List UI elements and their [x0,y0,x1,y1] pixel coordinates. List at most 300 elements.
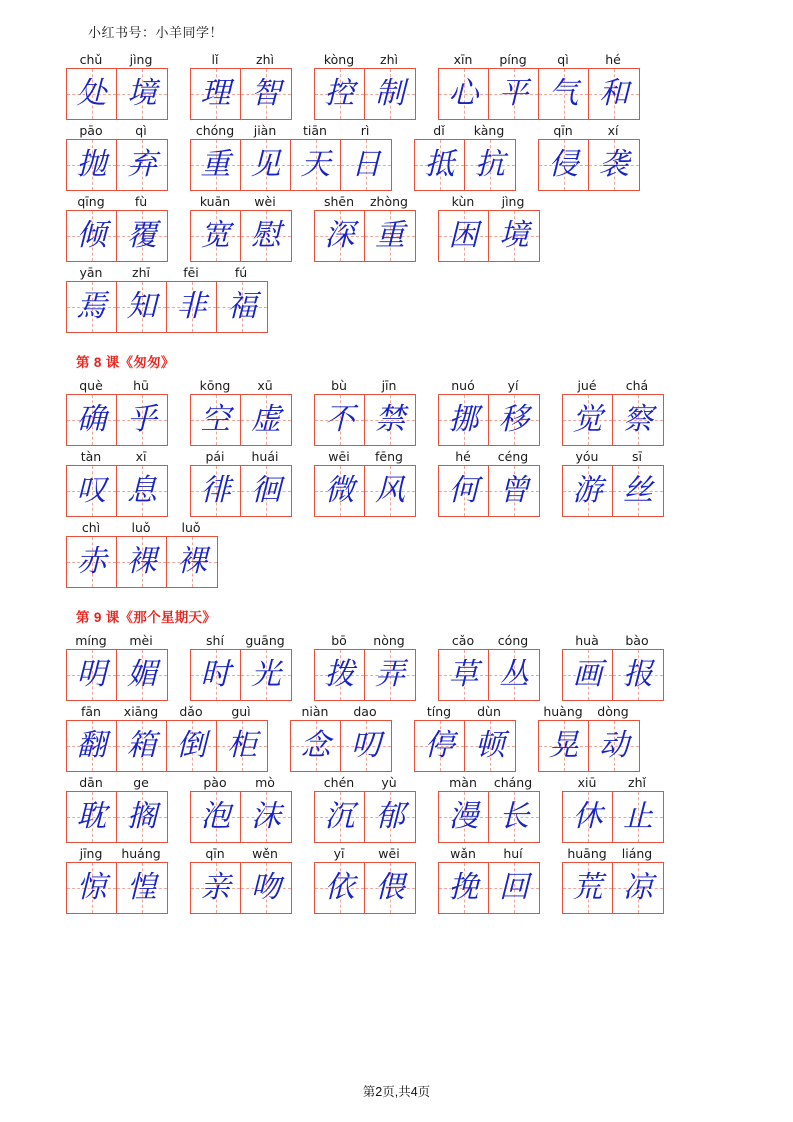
pinyin-label: yí [507,378,519,393]
character-glyph: 曾 [499,473,529,508]
pinyin-label: dao [353,704,377,719]
character-cell [365,792,415,842]
character-cell [539,721,589,771]
pinyin-row [66,703,268,720]
pinyin-label: qīng [77,194,105,209]
word-group [314,377,416,446]
character-cell [117,466,167,516]
word-row [66,193,793,262]
pinyin-label: nuó [451,378,475,393]
pinyin-row [562,448,664,465]
character-cell [167,537,217,587]
character-glyph: 抛 [76,147,107,182]
pinyin-label: fēng [375,449,403,464]
character-glyph: 和 [599,76,629,111]
word-group [438,377,540,446]
pinyin-label: fēi [183,265,199,280]
character-cell [191,466,241,516]
character-glyph: 光 [251,657,281,692]
pinyin-label: míng [75,633,107,648]
character-grid [66,720,268,772]
character-cell [563,650,613,700]
pinyin-label: tàn [80,449,102,464]
character-cell [67,650,117,700]
character-glyph: 惶 [127,870,157,905]
character-cell [291,721,341,771]
pinyin-row [438,845,540,862]
character-grid [314,791,416,843]
pinyin-label: tíng [426,704,452,719]
pinyin-label: bō [331,633,347,648]
pinyin-label: chén [323,775,355,790]
pinyin-label: kùn [451,194,475,209]
character-glyph: 荒 [572,870,603,905]
character-cell [241,69,291,119]
character-glyph: 明 [76,657,107,692]
character-grid [190,139,392,191]
character-grid [66,862,168,914]
word-row [66,632,793,701]
character-cell [117,863,167,913]
word-group [190,51,292,120]
character-grid [66,210,168,262]
lesson-block [66,51,793,333]
pinyin-label: yóu [575,449,599,464]
character-glyph: 依 [324,870,355,905]
pinyin-row [190,448,292,465]
word-group [190,448,292,517]
character-cell [365,650,415,700]
pinyin-label: lǐ [211,52,219,67]
pinyin-label: fù [134,194,148,209]
pinyin-label: jìng [129,52,153,67]
character-cell [241,140,291,190]
character-glyph: 处 [76,76,107,111]
character-cell [167,721,217,771]
character-glyph: 覆 [127,218,157,253]
character-glyph: 察 [623,402,653,437]
word-group [66,703,268,772]
character-glyph: 确 [76,402,107,437]
pinyin-row [414,122,516,139]
pinyin-label: xí [607,123,619,138]
character-cell [117,537,167,587]
character-cell [191,395,241,445]
character-cell [67,792,117,842]
word-row [66,448,793,517]
pinyin-row [414,703,516,720]
word-group [438,193,540,262]
character-glyph: 倒 [176,728,207,763]
character-cell [67,863,117,913]
character-cell [341,140,391,190]
pinyin-row [190,377,292,394]
character-grid [414,139,516,191]
pinyin-label: kòng [323,52,355,67]
word-group [190,122,392,191]
character-glyph: 耽 [76,799,107,834]
character-glyph: 丛 [499,657,529,692]
pinyin-label: qì [557,52,569,67]
pinyin-label: hé [605,52,621,67]
pinyin-label: wǎn [450,846,476,861]
character-cell [117,211,167,261]
pinyin-row [314,193,416,210]
character-grid [438,862,540,914]
pinyin-row [190,51,292,68]
word-group [314,51,416,120]
pinyin-label: huà [575,633,599,648]
character-glyph: 草 [448,657,479,692]
word-group [414,703,516,772]
character-glyph: 顿 [475,728,505,763]
word-group [190,774,292,843]
character-grid [438,465,540,517]
character-cell [613,395,663,445]
pinyin-label: xiāng [123,704,159,719]
character-grid [562,465,664,517]
character-cell [489,395,539,445]
character-cell [241,650,291,700]
pinyin-label: rì [360,123,370,138]
character-cell [415,721,465,771]
character-cell [315,792,365,842]
word-group [66,519,218,588]
pinyin-label: chóng [195,123,235,138]
character-glyph: 困 [448,218,479,253]
word-row [66,774,793,843]
character-cell [117,282,167,332]
character-cell [563,792,613,842]
character-cell [563,395,613,445]
pinyin-label: mò [255,775,275,790]
character-glyph: 不 [324,402,355,437]
pinyin-label: xīn [453,52,473,67]
character-glyph: 抵 [424,147,455,182]
pinyin-label: què [79,378,103,393]
pinyin-label: huāng [567,846,607,861]
word-group [562,377,664,446]
character-glyph: 智 [251,76,281,111]
character-cell [117,395,167,445]
character-glyph: 平 [498,76,529,111]
character-glyph: 叹 [76,473,107,508]
pinyin-row [190,774,292,791]
character-glyph: 重 [200,147,231,182]
pinyin-label: xī [135,449,147,464]
pinyin-label: chǔ [79,52,103,67]
character-glyph: 倾 [76,218,107,253]
pinyin-label: dùn [477,704,501,719]
lesson-block [66,351,793,588]
character-cell [191,211,241,261]
character-glyph: 时 [200,657,231,692]
character-cell [439,466,489,516]
pinyin-row [190,122,392,139]
pinyin-label: jìng [501,194,525,209]
character-glyph: 福 [227,289,257,324]
character-cell [315,211,365,261]
pinyin-row [66,448,168,465]
page-footer-label: 第2页,共4页 [362,1085,431,1099]
pinyin-row [438,632,540,649]
pinyin-label: guì [231,704,251,719]
pinyin-label: pái [205,449,225,464]
character-glyph: 弃 [127,147,157,182]
pinyin-label: zhì [256,52,274,67]
character-glyph: 沫 [251,799,281,834]
word-group [438,632,540,701]
character-glyph: 徊 [251,473,281,508]
character-cell [117,140,167,190]
word-group [562,632,664,701]
character-glyph: 挽 [448,870,479,905]
pinyin-row [438,448,540,465]
pinyin-label: màn [449,775,477,790]
pinyin-row [314,774,416,791]
word-row [66,377,793,446]
pinyin-row [66,519,218,536]
character-glyph: 乎 [127,402,157,437]
pinyin-label: jué [577,378,597,393]
character-glyph: 心 [448,76,479,111]
character-glyph: 长 [499,799,529,834]
pinyin-label: zhī [132,265,150,280]
pinyin-row [314,448,416,465]
character-cell [117,650,167,700]
pinyin-label: bào [625,633,649,648]
character-grid [562,649,664,701]
character-glyph: 控 [324,76,355,111]
pinyin-label: zhì [380,52,398,67]
pinyin-row [66,845,168,862]
word-group [290,703,392,772]
character-cell [315,863,365,913]
pinyin-label: zhòng [370,194,408,209]
character-glyph: 虚 [251,402,281,437]
character-cell [191,863,241,913]
pinyin-row [538,703,640,720]
pinyin-label: fú [234,265,248,280]
word-group [314,845,416,914]
character-cell [191,140,241,190]
page-footer [0,1082,793,1100]
character-grid [438,649,540,701]
word-group [66,845,168,914]
pinyin-label: xū [257,378,273,393]
pinyin-label: huáng [121,846,161,861]
pinyin-label: wěn [252,846,278,861]
pinyin-label: yī [333,846,345,861]
word-group [538,122,640,191]
word-group [438,51,640,120]
character-cell [67,282,117,332]
pinyin-row [314,632,416,649]
character-cell [67,537,117,587]
character-glyph: 制 [375,76,405,111]
character-grid [414,720,516,772]
character-grid [190,465,292,517]
pinyin-label: luǒ [131,520,151,535]
pinyin-label: yù [381,775,397,790]
pinyin-label: chá [625,378,649,393]
character-glyph: 气 [548,76,579,111]
pinyin-row [562,774,664,791]
pinyin-row [438,774,540,791]
word-group [66,448,168,517]
character-cell [439,863,489,913]
character-grid [314,394,416,446]
pinyin-label: guāng [245,633,285,648]
character-glyph: 晃 [548,728,579,763]
character-glyph: 境 [499,218,529,253]
character-cell [489,69,539,119]
character-grid [562,862,664,914]
character-grid [562,791,664,843]
character-glyph: 焉 [76,289,107,324]
character-glyph: 泡 [200,799,231,834]
pinyin-row [438,193,540,210]
pinyin-label: hé [455,449,471,464]
pinyin-label: wèi [254,194,276,209]
character-cell [489,792,539,842]
character-cell [563,466,613,516]
character-cell [439,69,489,119]
character-grid [66,791,168,843]
pinyin-label: chì [81,520,101,535]
pinyin-label: hū [133,378,149,393]
character-glyph: 境 [127,76,157,111]
pinyin-row [314,845,416,862]
character-grid [438,791,540,843]
pinyin-row [66,774,168,791]
character-glyph: 侵 [548,147,579,182]
word-group [190,845,292,914]
word-group [562,774,664,843]
character-cell [315,395,365,445]
pinyin-row [438,51,640,68]
character-cell [67,721,117,771]
character-cell [291,140,341,190]
character-glyph: 媚 [127,657,157,692]
character-cell [613,466,663,516]
word-group [190,632,292,701]
character-glyph: 拨 [324,657,355,692]
pinyin-label: tiān [303,123,327,138]
pinyin-label: céng [497,449,529,464]
character-glyph: 漫 [448,799,479,834]
pinyin-label: liáng [621,846,653,861]
pinyin-label: bù [331,378,347,393]
character-cell [365,863,415,913]
word-group [66,193,168,262]
character-grid [190,68,292,120]
character-cell [489,650,539,700]
pinyin-label: dǐ [433,123,445,138]
word-group [562,845,664,914]
character-grid [66,394,168,446]
pinyin-label: nòng [373,633,405,648]
character-cell [439,211,489,261]
pinyin-row [314,377,416,394]
pinyin-row [438,377,540,394]
character-cell [489,211,539,261]
word-row [66,845,793,914]
character-glyph: 念 [300,728,331,763]
pinyin-label: qì [135,123,147,138]
pinyin-label: huàng [543,704,583,719]
character-glyph: 弄 [375,657,405,692]
character-cell [563,863,613,913]
pinyin-label: cháng [493,775,533,790]
character-glyph: 见 [250,147,281,182]
character-glyph: 沉 [324,799,355,834]
pinyin-label: jiàn [253,123,277,138]
character-glyph: 吻 [251,870,281,905]
word-group [414,122,516,191]
pinyin-label: kuān [199,194,231,209]
pinyin-label: sī [632,449,642,464]
character-glyph: 搁 [127,799,157,834]
pinyin-label: dòng [597,704,629,719]
character-grid [66,68,168,120]
lesson-block [66,606,793,914]
character-cell [589,721,639,771]
character-cell [613,792,663,842]
pinyin-label: mèi [129,633,153,648]
pinyin-label: huái [251,449,279,464]
character-glyph: 慰 [251,218,281,253]
character-glyph: 理 [200,76,231,111]
page-header: 小红书号：小羊同学！ [88,25,224,40]
character-glyph: 知 [126,289,157,324]
character-grid [314,68,416,120]
character-cell [167,282,217,332]
character-glyph: 回 [499,870,529,905]
character-glyph: 报 [623,657,653,692]
word-group [190,193,292,262]
pinyin-row [190,845,292,862]
word-group [314,448,416,517]
lesson-title: 第 9 课《那个星期天》 [76,610,217,625]
character-cell [539,69,589,119]
pinyin-label: cóng [497,633,529,648]
character-grid [290,720,392,772]
pinyin-row [190,632,292,649]
pinyin-label: pào [203,775,227,790]
lesson-title: 第 8 课《匆匆》 [76,355,175,370]
character-grid [66,536,218,588]
character-cell [191,792,241,842]
character-grid [190,791,292,843]
character-cell [465,721,515,771]
character-cell [341,721,391,771]
character-grid [190,862,292,914]
character-cell [241,466,291,516]
character-cell [439,395,489,445]
word-row [66,519,793,588]
pinyin-label: kōng [199,378,231,393]
pinyin-label: zhǐ [628,775,646,790]
character-cell [241,792,291,842]
character-glyph: 叨 [351,728,381,763]
character-cell [365,466,415,516]
character-glyph: 深 [324,218,355,253]
character-cell [365,69,415,119]
character-cell [67,211,117,261]
character-glyph: 宽 [200,218,231,253]
pinyin-row [562,377,664,394]
